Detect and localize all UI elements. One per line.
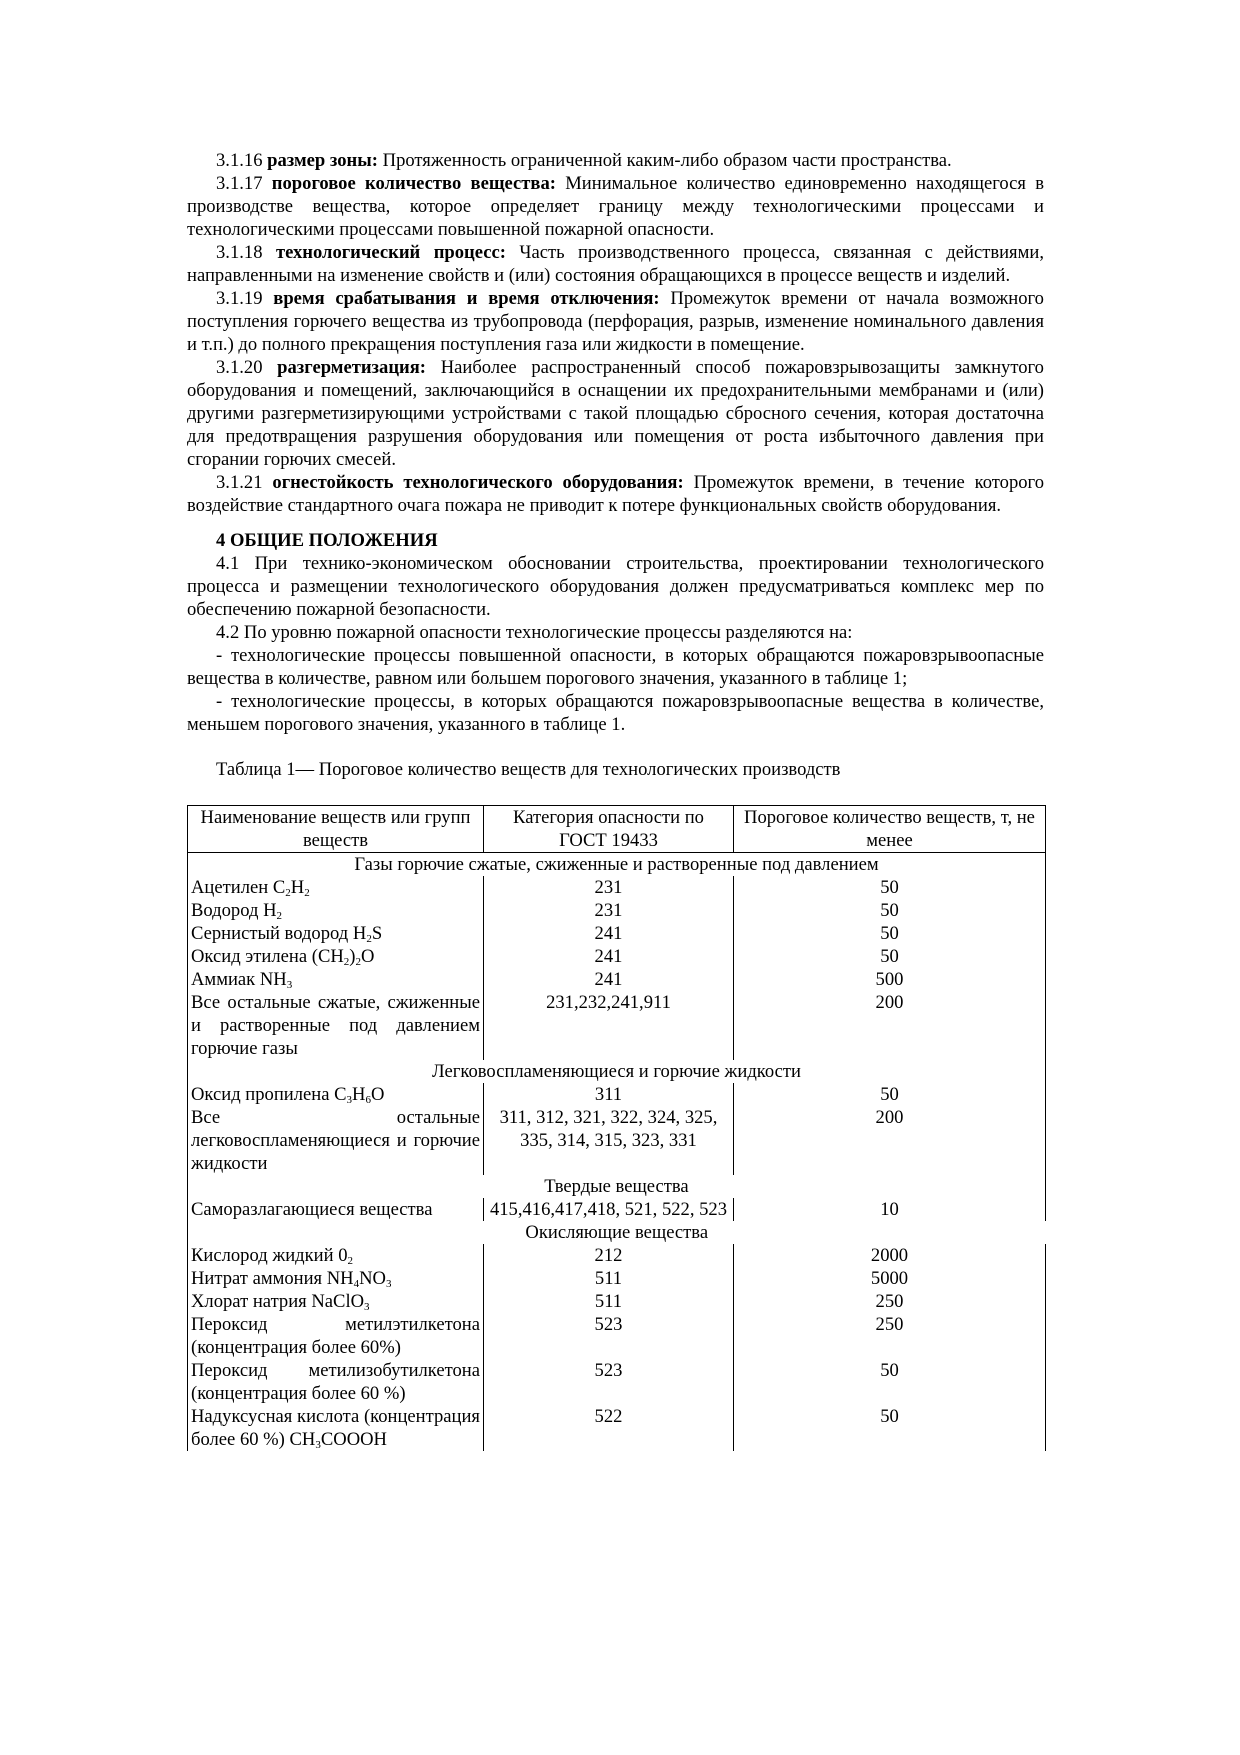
cell-category: 311, 312, 321, 322, 324, 325, 335, 314, 315, 323, 331 xyxy=(484,1106,734,1175)
table-row xyxy=(188,1083,1046,1106)
term: технологический процесс: xyxy=(275,242,506,263)
table-section-row xyxy=(188,1221,1046,1244)
definition-3-1-20 xyxy=(187,356,1044,471)
cell-threshold: 200 xyxy=(734,991,1046,1060)
table-row xyxy=(188,1106,1046,1175)
section-title-solids: Твердые вещества xyxy=(188,1175,1046,1198)
definition-3-1-17 xyxy=(187,172,1044,241)
clause-number: 3.1.16 xyxy=(216,150,263,171)
clause-number: 3.1.17 xyxy=(216,173,263,194)
table-row xyxy=(188,1290,1046,1313)
cell-name: Сернистый водород $H_2S$ xyxy=(188,922,484,945)
cell-category: 231 xyxy=(484,876,734,899)
cell-category: 523 xyxy=(484,1359,734,1405)
cell-name: Пероксид метилэтилкетона (концентрация более 60%) xyxy=(188,1313,484,1359)
term: разгерметизация: xyxy=(277,357,427,378)
table-section-row xyxy=(188,1175,1046,1198)
threshold-table xyxy=(187,805,1046,1451)
cell-category: 241 xyxy=(484,945,734,968)
cell-threshold: 250 xyxy=(734,1290,1046,1313)
table-row xyxy=(188,899,1046,922)
cell-category: 231 xyxy=(484,899,734,922)
cell-category: 415,416,417,418, 521, 522, 523 xyxy=(484,1198,734,1221)
clause-number: 3.1.20 xyxy=(216,357,263,378)
table-section-row xyxy=(188,1060,1046,1083)
cell-name: Ацетилен $C_2H_2$ xyxy=(188,876,484,899)
definition-3-1-21 xyxy=(187,471,1044,517)
definition-text: Наиболее распространенный способ пожаровзрывозащиты замкнутого оборудования и помещений, заключающийся в оснащении их предохранительными мембранами и (или) другими разгерметизирующими устройствами с такой площадью сбросного сечения, которая достаточна для предотвращения разрушения оборудования или помещения от роста избыточного давления при сгорании горючих смесей. xyxy=(187,357,1044,470)
cell-name: Все остальные сжатые, сжиженные и растворенные под давлением горючие газы xyxy=(188,991,484,1060)
table-row xyxy=(188,1267,1046,1290)
term: размер зоны: xyxy=(267,150,378,171)
cell-threshold: 50 xyxy=(734,922,1046,945)
definition-3-1-16 xyxy=(187,149,1044,172)
definition-text: Минимальное количество единовременно находящегося в производстве вещества, которое определяет границу между технологическими процессами и технологическими процессами повышенной пожарной опасности. xyxy=(187,173,1045,240)
cell-category: 511 xyxy=(484,1267,734,1290)
cell-category: 511 xyxy=(484,1290,734,1313)
cell-threshold: 50 xyxy=(734,1359,1046,1405)
term: огнестойкость технологического оборудования: xyxy=(272,472,684,493)
definition-text: Часть производственного процесса, связанная с действиями, направленными на изменение свойств и (или) состояния обращающихся в процессе веществ и изделий. xyxy=(187,242,1044,286)
section-title-gases: Газы горючие сжатые, сжиженные и растворенные под давлением xyxy=(188,853,1046,877)
column-header-threshold: Пороговое количество веществ, т, не менее xyxy=(734,806,1046,853)
cell-name: Оксид пропилена $C_3H_6O$ xyxy=(188,1083,484,1106)
table-row xyxy=(188,945,1046,968)
spacer xyxy=(187,517,1044,529)
cell-category: 231,232,241,911 xyxy=(484,991,734,1060)
cell-name: Кислород жидкий $0_2$ xyxy=(188,1244,484,1267)
definition-3-1-18 xyxy=(187,241,1044,287)
definition-text: Промежуток времени, в течение которого воздействие стандартного очага пожара не приводит к потере функциональных свойств оборудования. xyxy=(187,472,1044,516)
cell-threshold: 10 xyxy=(734,1198,1046,1221)
cell-name: Надуксусная кислота (концентрация более 60 %) $CH_3COOOH$ xyxy=(188,1405,484,1451)
paragraph-4-1: 4.1 При технико-экономическом обосновании строительства, проектировании технологического процесса и размещении технологического оборудования должен предусматриваться комплекс мер по обеспечению пожарной безопасности. xyxy=(187,553,1044,620)
paragraph-4-2: 4.2 По уровню пожарной опасности технологические процессы разделяются на: xyxy=(216,622,853,643)
cell-category: 523 xyxy=(484,1313,734,1359)
cell-threshold: 50 xyxy=(734,899,1046,922)
cell-category: 241 xyxy=(484,922,734,945)
cell-name: Пероксид метилизобутилкетона (концентрация более 60 %) xyxy=(188,1359,484,1405)
clause-number: 3.1.19 xyxy=(216,288,263,309)
cell-name: Оксид этилена $(CH_2)_2O$ xyxy=(188,945,484,968)
cell-name: Аммиак $NH_3$ xyxy=(188,968,484,991)
document-page xyxy=(187,149,1044,1451)
cell-category: 522 xyxy=(484,1405,734,1451)
cell-name: Водород $H_2$ xyxy=(188,899,484,922)
cell-category: 241 xyxy=(484,968,734,991)
cell-threshold: 500 xyxy=(734,968,1046,991)
cell-threshold: 50 xyxy=(734,876,1046,899)
cell-threshold: 200 xyxy=(734,1106,1046,1175)
table-row xyxy=(188,1313,1046,1359)
cell-threshold: 50 xyxy=(734,1083,1046,1106)
term: время срабатывания и время отключения: xyxy=(273,288,660,309)
cell-threshold: 50 xyxy=(734,1405,1046,1451)
table-row xyxy=(188,922,1046,945)
cell-name: Все остальные легковоспламеняющиеся и горючие жидкости xyxy=(188,1106,484,1175)
table-row xyxy=(188,991,1046,1060)
definition-text: Протяженность ограниченной каким-либо образом части пространства. xyxy=(382,150,952,171)
section-heading: 4 ОБЩИЕ ПОЛОЖЕНИЯ xyxy=(216,530,438,551)
list-item-low-risk: - технологические процессы, в которых обращаются пожаровзрывоопасные вещества в количестве, меньшем порогового значения, указанного в таблице 1. xyxy=(187,691,1044,735)
clause-number: 3.1.18 xyxy=(216,242,263,263)
clause-number: 3.1.21 xyxy=(216,472,263,493)
cell-threshold: 250 xyxy=(734,1313,1046,1359)
column-header-name: Наименование веществ или групп веществ xyxy=(188,806,484,853)
cell-name: Хлорат натрия NaClO$_3$ xyxy=(188,1290,484,1313)
table-header-row xyxy=(188,806,1046,853)
cell-threshold: 2000 xyxy=(734,1244,1046,1267)
table-caption: Таблица 1— Пороговое количество веществ для технологических производств xyxy=(216,759,841,780)
cell-category: 212 xyxy=(484,1244,734,1267)
spacer xyxy=(187,736,1044,758)
list-item-high-risk: - технологические процессы повышенной опасности, в которых обращаются пожаровзрывоопасные вещества в количестве, равном или большем порогового значения, указанного в таблице 1; xyxy=(187,645,1044,689)
cell-category: 311 xyxy=(484,1083,734,1106)
definition-3-1-19 xyxy=(187,287,1044,356)
cell-name: Нитрат аммония $NH_4NO_3$ xyxy=(188,1267,484,1290)
term: пороговое количество вещества: xyxy=(271,173,556,194)
table-row xyxy=(188,1244,1046,1267)
table-row xyxy=(188,876,1046,899)
definition-text: Промежуток времени от начала возможного поступления горючего вещества из трубопровода (перфорация, разрыв, изменение номинального давления и т.п.) до полного прекращения поступления газа или жидкости в помещение. xyxy=(187,288,1044,355)
column-header-category: Категория опасности по ГОСТ 19433 xyxy=(484,806,734,853)
section-title-oxidizers: Окисляющие вещества xyxy=(188,1221,1046,1244)
table-row xyxy=(188,1198,1046,1221)
cell-threshold: 5000 xyxy=(734,1267,1046,1290)
section-title-liquids: Легковоспламеняющиеся и горючие жидкости xyxy=(188,1060,1046,1083)
cell-threshold: 50 xyxy=(734,945,1046,968)
table-row xyxy=(188,968,1046,991)
cell-name: Саморазлагающиеся вещества xyxy=(188,1198,484,1221)
table-row xyxy=(188,1359,1046,1405)
table-row xyxy=(188,1405,1046,1451)
table-section-row xyxy=(188,853,1046,877)
